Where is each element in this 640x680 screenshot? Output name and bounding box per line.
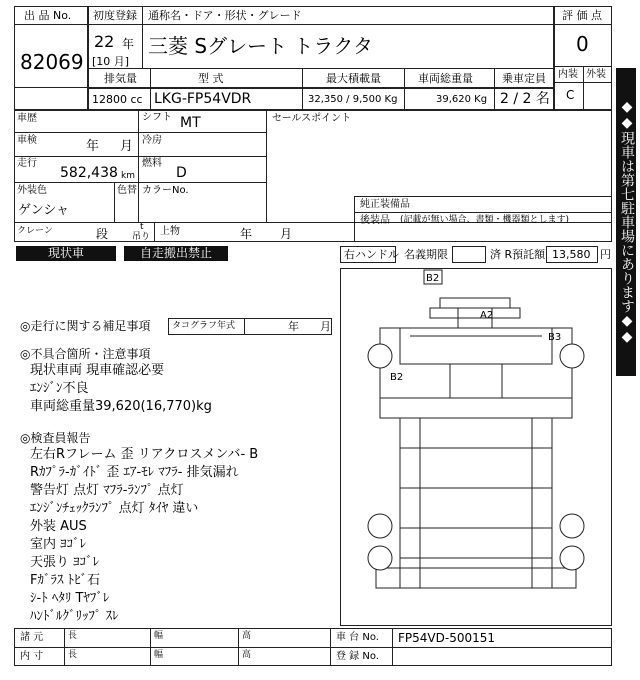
jisou-badge: 自走搬出禁止 [124,246,228,261]
type-value: LKG-FP54VDR [154,91,252,107]
inspector-line: ｴﾝｼﾞﾝﾁｪｯｸﾗﾝﾌﾟ 点灯 ﾀｲﾔ 違い [30,501,199,516]
inspector-line: 室内 ﾖｺﾞﾚ [30,537,87,552]
truck-diagram [340,268,612,626]
run-note-label: ◎走行に関する補足事項 [20,319,151,333]
inspector-line: ﾊﾝﾄﾞﾙｸﾞﾘｯﾌﾟ ｽﾚ [30,609,119,624]
model-name: 三菱 Sグレート トラクタ [148,34,374,58]
first-reg-label: 初度登録 [93,9,137,22]
reg-month: [10 月] [92,55,130,68]
naiyo-label: 内 寸 [20,651,44,662]
reg-no-label: 登 録 No. [336,651,379,662]
damage-mark-a2: A2 [480,310,494,321]
crane-tsuri: 吊り [132,232,151,242]
tacho-year: 年 [288,320,299,333]
upper-year: 年 [240,227,253,241]
max-load-value: 32,350 / 9,500 Kg [308,94,398,105]
length-label: 長 [68,650,78,660]
shoyo-label: 諸 元 [20,632,44,643]
crane-ton: t [140,222,144,232]
mileage-label: 走行 [17,158,37,169]
max-load-label: 最大積載量 [326,72,381,85]
inspector-line: 天張り ﾖｺﾞﾚ [30,555,100,570]
lot-number: 82069 [20,50,84,74]
color-label: 外装色 [17,185,47,196]
recycle-label: 済 R預託額 [490,248,546,261]
mileage-value: 582,438 [60,165,118,181]
yen-unit: 円 [600,248,611,261]
eval-value: 0 [576,32,589,56]
lot-label: 出 品 No. [24,9,72,22]
height-label: 高 [242,650,252,660]
width-label: 幅 [154,650,164,660]
inspection-month: 月 [120,139,134,154]
genjo-badge: 現状車 [16,246,116,261]
mileage-unit: km [121,171,135,181]
crane-dan: 段 [96,227,109,241]
defect-line: 現状車両 現車確認必要 [30,363,165,378]
capacity-label: 乗車定員 [502,72,546,85]
defect-line: 車両総重量39,620(16,770)kg [30,399,212,414]
inspector-line: 外装 AUS [30,519,87,534]
interior-label: 内装 [558,69,578,80]
equipment-label: 純正装備品 [360,199,410,210]
color-value: ゲンシャ [18,203,70,218]
capacity-value: 2 / 2 名 [500,91,550,107]
meigi-label: 名義期限 [404,248,448,261]
defect-line: ｴﾝｼﾞﾝ不良 [30,381,89,396]
length-label: 長 [68,631,78,641]
right-handle: 右ハンドル [344,248,399,261]
year-unit: 年 [122,37,135,51]
displacement-label: 排気量 [104,72,137,85]
crane-label: クレーン [17,226,53,236]
damage-mark-b2-top: B2 [426,273,440,284]
defect-label: ◎不具合箇所・注意事項 [20,347,151,361]
chassis-number: FP54VD-500151 [398,631,495,645]
inspector-line: Fｶﾞﾗｽ ﾄﾋﾞ石 [30,573,101,588]
history-label: 車歴 [17,113,37,124]
inspector-line: 警告灯 点灯 ﾏﾌﾗ-ﾗﾝﾌﾟ 点灯 [30,483,184,498]
inspector-line: ｼ-ﾄ ﾍﾀﾘ Tﾔﾌﾞﾚ [30,591,110,606]
aftermarket-note: (記載が無い場合、書類・機器類とします) [400,215,570,225]
aircon-label: 冷房 [142,135,162,146]
inspector-line: Rｶﾌﾟﾗ-ｶﾞｲﾄﾞ 歪 ｴｱ-ﾓﾚ ﾏﾌﾗ- 排気漏れ [30,465,239,480]
color-change-label: 色替 [117,185,137,196]
displacement-value: 12800 cc [92,93,143,106]
inspection-year: 年 [86,139,100,154]
fuel-value: D [176,165,187,181]
type-label: 型 式 [198,72,224,85]
recycle-value: 13,580 [552,248,591,261]
gross-weight-label: 車両総重量 [418,72,473,85]
height-label: 高 [242,631,252,641]
inspector-line: 左右Rフレーム 歪 リアクロスメンバ- B [30,447,259,462]
tacho-month: 月 [320,320,331,333]
width-label: 幅 [154,631,164,641]
exterior-label: 外装 [586,69,606,80]
aftermarket-label: 後装品 [360,215,390,226]
meigi-box [452,246,486,263]
fuel-label: 燃料 [142,158,162,169]
era-year: 22 [94,32,115,51]
upper-month: 月 [280,227,293,241]
inspector-label: ◎検査員報告 [20,431,91,445]
tacho-label: タコグラフ年式 [172,321,236,331]
exterior-grade: C [566,88,575,102]
gross-weight-value: 39,620 Kg [436,94,488,105]
upper-label: 上物 [160,226,180,237]
chassis-label: 車 台 No. [336,632,379,643]
side-notice: ◆◆現車は第七駐車場にあります◆◆ [616,68,636,376]
model-label: 通称名・ドア・形状・グレード [148,9,302,22]
inspection-label: 車検 [17,135,37,146]
shift-label: シフト [142,112,172,123]
damage-mark-b3: B3 [548,332,562,343]
damage-mark-b2-side: B2 [390,372,404,383]
eval-label: 評 価 点 [562,9,602,22]
color-no-label: カラーNo. [142,185,189,196]
shift-value: MT [180,115,201,131]
sales-point-label: セールスポイント [272,113,352,124]
